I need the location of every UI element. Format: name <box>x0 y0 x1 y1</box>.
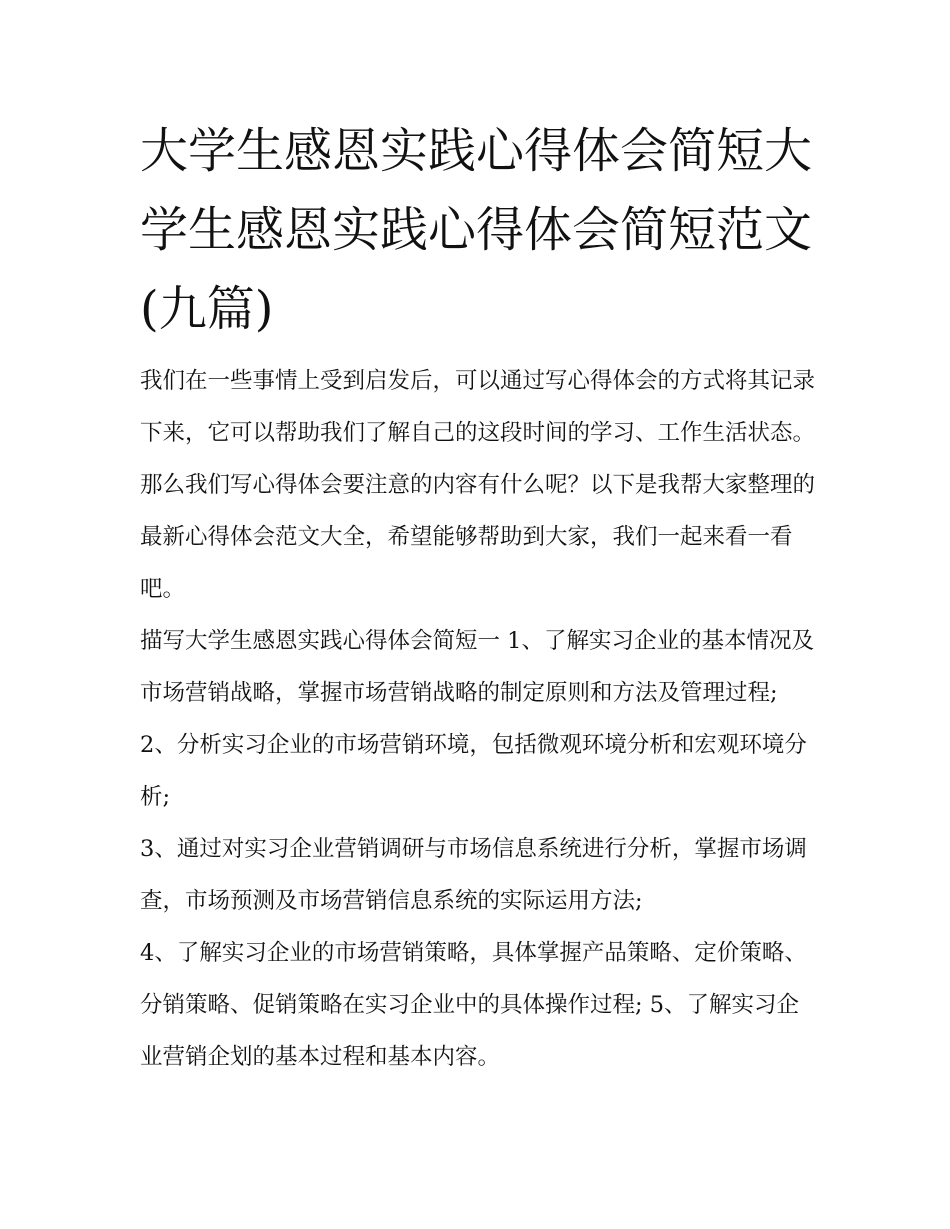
section-one-paragraph: 描写大学生感恩实践心得体会简短一 1、了解实习企业的基本情况及市场营销战略，掌握市场营销战略的制定原则和方法及管理过程; <box>140 628 814 706</box>
document-page <box>140 112 820 1083</box>
document-title: 大学生感恩实践心得体会简短大学生感恩实践心得体会简短范文(九篇) <box>140 123 813 337</box>
item-two-paragraph: 2、分析实习企业的市场营销环境，包括微观环境分析和宏观环境分析; <box>140 732 807 810</box>
intro-paragraph: 我们在一些事情上受到启发后，可以通过写心得体会的方式将其记录下来，它可以帮助我们了解自己的这段时间的学习、工作生活状态。那么我们写心得体会要注意的内容有什么呢？以下是我帮大家整理的最新心得体会范文大全，希望能够帮助到大家，我们一起来看一看吧。 <box>140 368 816 602</box>
item-three-paragraph: 3、通过对实习企业营销调研与市场信息系统进行分析，掌握市场调查，市场预测及市场营销信息系统的实际运用方法; <box>140 836 807 914</box>
item-four-five-paragraph: 4、了解实习企业的市场营销策略，具体掌握产品策略、定价策略、分销策略、促销策略在实习企业中的具体操作过程; 5、了解实习企业营销企划的基本过程和基本内容。 <box>140 940 807 1070</box>
